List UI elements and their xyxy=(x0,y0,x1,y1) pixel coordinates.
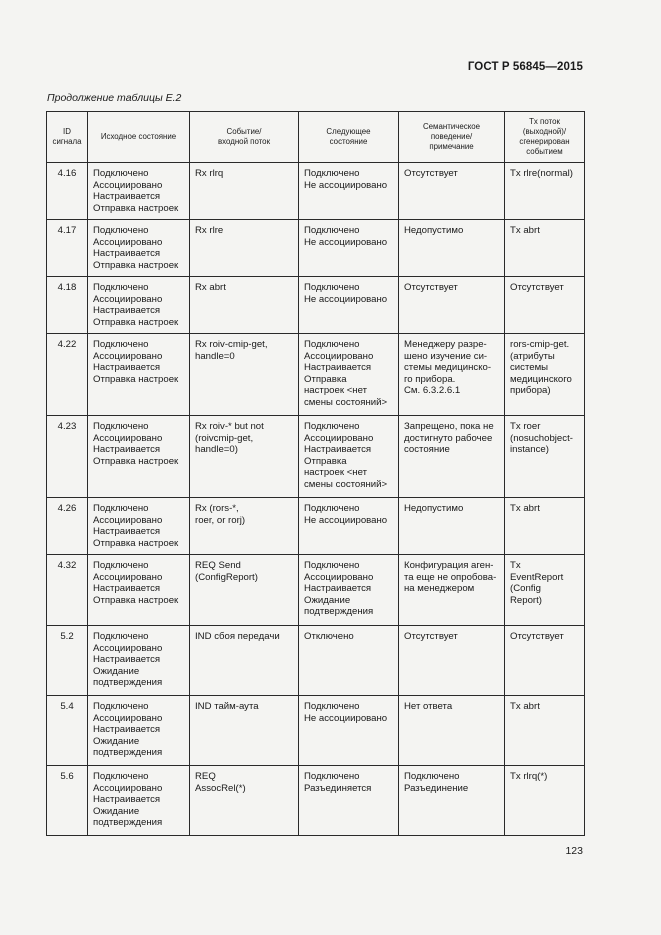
cell-initial-state xyxy=(88,555,190,626)
cell-next-state xyxy=(299,696,399,766)
table-row xyxy=(47,220,585,277)
cell-initial-state-text: Подключено Ассоциировано Настраивается Отправка настроек xyxy=(93,282,179,328)
cell-signal-id-text: 4.22 xyxy=(57,339,77,350)
cell-event xyxy=(190,416,299,498)
cell-initial-state-text: Подключено Ассоциировано Настраивается Отправка настроек xyxy=(93,225,179,271)
cell-signal-id xyxy=(47,220,88,277)
cell-tx-output xyxy=(505,220,585,277)
table-row xyxy=(47,163,585,220)
cell-next-state xyxy=(299,626,399,696)
cell-semantic-note xyxy=(399,334,505,416)
cell-semantic-note xyxy=(399,416,505,498)
cell-initial-state xyxy=(88,696,190,766)
cell-next-state-text: Подключено Не ассоциировано xyxy=(304,168,388,191)
cell-semantic-note xyxy=(399,220,505,277)
cell-event xyxy=(190,696,299,766)
cell-event-text: Rx roiv-* but not (roivcmip-get, handle=0) xyxy=(195,421,264,456)
cell-initial-state xyxy=(88,416,190,498)
cell-tx-output xyxy=(505,555,585,626)
cell-tx-output-text: Tx abrt xyxy=(510,225,540,236)
cell-event-text: Rx abrt xyxy=(195,282,226,293)
cell-semantic-note-text: Отсутствует xyxy=(404,168,458,179)
cell-event-text: REQ Send (ConfigReport) xyxy=(195,560,258,583)
cell-signal-id xyxy=(47,163,88,220)
cell-event-text: REQ AssocRel(*) xyxy=(195,771,246,794)
cell-signal-id-text: 5.2 xyxy=(60,631,74,642)
cell-tx-output-text: Tx rlre(normal) xyxy=(510,168,573,179)
cell-signal-id xyxy=(47,555,88,626)
cell-semantic-note xyxy=(399,277,505,334)
cell-next-state xyxy=(299,163,399,220)
cell-tx-output xyxy=(505,277,585,334)
table-row xyxy=(47,766,585,836)
cell-tx-output-text: rors-cmip-get. (атрибуты системы медицинского прибора) xyxy=(510,339,572,397)
cell-initial-state xyxy=(88,498,190,555)
cell-next-state-text: Подключено Не ассоциировано xyxy=(304,503,388,526)
cell-initial-state-text: Подключено Ассоциировано Настраивается Отправка настроек xyxy=(93,421,179,467)
cell-event-text: Rx (rors-*, roer, or rorj) xyxy=(195,503,246,526)
table-row xyxy=(47,334,585,416)
cell-tx-output-text: Tx abrt xyxy=(510,503,540,514)
cell-next-state xyxy=(299,220,399,277)
cell-signal-id-text: 4.17 xyxy=(57,225,77,236)
cell-signal-id-text: 5.4 xyxy=(60,701,74,712)
cell-semantic-note xyxy=(399,498,505,555)
cell-signal-id-text: 4.16 xyxy=(57,168,77,179)
cell-semantic-note-text: Конфигурация аген- та еще не опробова- на менеджером xyxy=(404,560,497,595)
col-header-initial-state-text: Исходное состояние xyxy=(100,131,177,141)
cell-event xyxy=(190,334,299,416)
cell-semantic-note xyxy=(399,555,505,626)
cell-signal-id xyxy=(47,696,88,766)
cell-initial-state-text: Подключено Ассоциировано Настраивается Ожидание подтверждения xyxy=(93,701,163,759)
state-table xyxy=(46,111,585,836)
cell-semantic-note xyxy=(399,766,505,836)
cell-next-state xyxy=(299,416,399,498)
cell-next-state-text: Подключено Разъединяется xyxy=(304,771,372,794)
table-row xyxy=(47,498,585,555)
cell-next-state xyxy=(299,334,399,416)
table-row xyxy=(47,626,585,696)
col-header-tx xyxy=(505,112,585,163)
cell-tx-output xyxy=(505,416,585,498)
cell-signal-id-text: 4.26 xyxy=(57,503,77,514)
cell-event-text: Rx roiv-cmip-get, handle=0 xyxy=(195,339,268,362)
cell-next-state-text: Подключено Ассоциировано Настраивается Отправка настроек <нет смены состояний> xyxy=(304,421,388,490)
cell-semantic-note-text: Отсутствует xyxy=(404,282,458,293)
cell-next-state-text: Подключено Ассоциировано Настраивается Ожидание подтверждения xyxy=(304,560,374,618)
col-header-event-text: Событие/ входной поток xyxy=(217,126,271,146)
col-header-initial-state xyxy=(88,112,190,163)
cell-next-state-text: Подключено Ассоциировано Настраивается Отправка настроек <нет смены состояний> xyxy=(304,339,388,408)
cell-event-text: Rx rlre xyxy=(195,225,224,236)
cell-signal-id-text: 4.18 xyxy=(57,282,77,293)
col-header-next-state-text: Следующее состояние xyxy=(326,126,371,146)
cell-event xyxy=(190,163,299,220)
cell-next-state-text: Подключено Не ассоциировано xyxy=(304,701,388,724)
cell-signal-id xyxy=(47,766,88,836)
cell-tx-output xyxy=(505,626,585,696)
cell-initial-state xyxy=(88,626,190,696)
table-row xyxy=(47,696,585,766)
cell-next-state xyxy=(299,277,399,334)
cell-semantic-note xyxy=(399,163,505,220)
cell-tx-output xyxy=(505,696,585,766)
col-header-semantic-text: Семантическое поведение/ примечание xyxy=(422,121,481,152)
document-code: ГОСТ Р 56845—2015 xyxy=(467,61,583,73)
cell-initial-state-text: Подключено Ассоциировано Настраивается Отправка настроек xyxy=(93,339,179,385)
cell-event-text: IND сбоя передачи xyxy=(195,631,280,642)
cell-initial-state-text: Подключено Ассоциировано Настраивается Отправка настроек xyxy=(93,503,179,549)
cell-tx-output-text: Tx abrt xyxy=(510,701,540,712)
cell-event xyxy=(190,766,299,836)
cell-tx-output-text: Tx EventReport (Config Report) xyxy=(510,560,564,606)
cell-tx-output-text: Отсутствует xyxy=(510,282,564,293)
cell-tx-output xyxy=(505,498,585,555)
cell-next-state-text: Подключено Не ассоциировано xyxy=(304,282,388,305)
cell-initial-state-text: Подключено Ассоциировано Настраивается Ожидание подтверждения xyxy=(93,631,163,689)
cell-initial-state xyxy=(88,277,190,334)
table-row xyxy=(47,277,585,334)
cell-signal-id xyxy=(47,498,88,555)
cell-next-state-text: Отключено xyxy=(304,631,354,642)
cell-signal-id-text: 4.23 xyxy=(57,421,77,432)
cell-semantic-note-text: Менеджеру разре- шено изучение си- стемы медицинско- го прибора. См. 6.3.2.6.1 xyxy=(404,339,492,397)
cell-signal-id-text: 5.6 xyxy=(60,771,74,782)
col-header-semantic xyxy=(399,112,505,163)
cell-signal-id xyxy=(47,416,88,498)
col-header-id-text: ID сигнала xyxy=(52,126,82,146)
cell-semantic-note-text: Недопустимо xyxy=(404,503,464,514)
cell-signal-id xyxy=(47,334,88,416)
cell-tx-output xyxy=(505,334,585,416)
cell-initial-state xyxy=(88,220,190,277)
cell-signal-id xyxy=(47,277,88,334)
col-header-next-state xyxy=(299,112,399,163)
cell-initial-state-text: Подключено Ассоциировано Настраивается Отправка настроек xyxy=(93,560,179,606)
cell-tx-output-text: Tx roer (nosuchobject- instance) xyxy=(510,421,573,456)
col-header-tx-text: Tx поток (выходной)/ сгенерирован событием xyxy=(519,116,570,157)
cell-semantic-note-text: Подключено Разъединение xyxy=(404,771,469,794)
cell-next-state-text: Подключено Не ассоциировано xyxy=(304,225,388,248)
cell-initial-state xyxy=(88,766,190,836)
cell-event xyxy=(190,555,299,626)
cell-semantic-note-text: Недопустимо xyxy=(404,225,464,236)
cell-next-state xyxy=(299,498,399,555)
cell-semantic-note xyxy=(399,696,505,766)
cell-semantic-note-text: Запрещено, пока не достигнуто рабочее состояние xyxy=(404,421,494,456)
cell-semantic-note-text: Нет ответа xyxy=(404,701,453,712)
cell-tx-output xyxy=(505,766,585,836)
cell-event-text: Rx rlrq xyxy=(195,168,224,179)
cell-signal-id xyxy=(47,626,88,696)
cell-event xyxy=(190,220,299,277)
table-row xyxy=(47,416,585,498)
cell-tx-output-text: Tx rlrq(*) xyxy=(510,771,548,782)
cell-semantic-note-text: Отсутствует xyxy=(404,631,458,642)
cell-initial-state-text: Подключено Ассоциировано Настраивается Отправка настроек xyxy=(93,168,179,214)
cell-event xyxy=(190,498,299,555)
table-header-row xyxy=(47,112,585,163)
col-header-id xyxy=(47,112,88,163)
cell-tx-output xyxy=(505,163,585,220)
cell-initial-state xyxy=(88,334,190,416)
cell-next-state xyxy=(299,555,399,626)
cell-tx-output-text: Отсутствует xyxy=(510,631,564,642)
cell-next-state xyxy=(299,766,399,836)
table-row xyxy=(47,555,585,626)
page-number: 123 xyxy=(565,845,583,857)
col-header-event xyxy=(190,112,299,163)
table-caption: Продолжение таблицы Е.2 xyxy=(47,92,182,104)
cell-initial-state-text: Подключено Ассоциировано Настраивается Ожидание подтверждения xyxy=(93,771,163,829)
cell-initial-state xyxy=(88,163,190,220)
cell-event-text: IND тайм-аута xyxy=(195,701,259,712)
cell-signal-id-text: 4.32 xyxy=(57,560,77,571)
cell-event xyxy=(190,626,299,696)
cell-event xyxy=(190,277,299,334)
cell-semantic-note xyxy=(399,626,505,696)
